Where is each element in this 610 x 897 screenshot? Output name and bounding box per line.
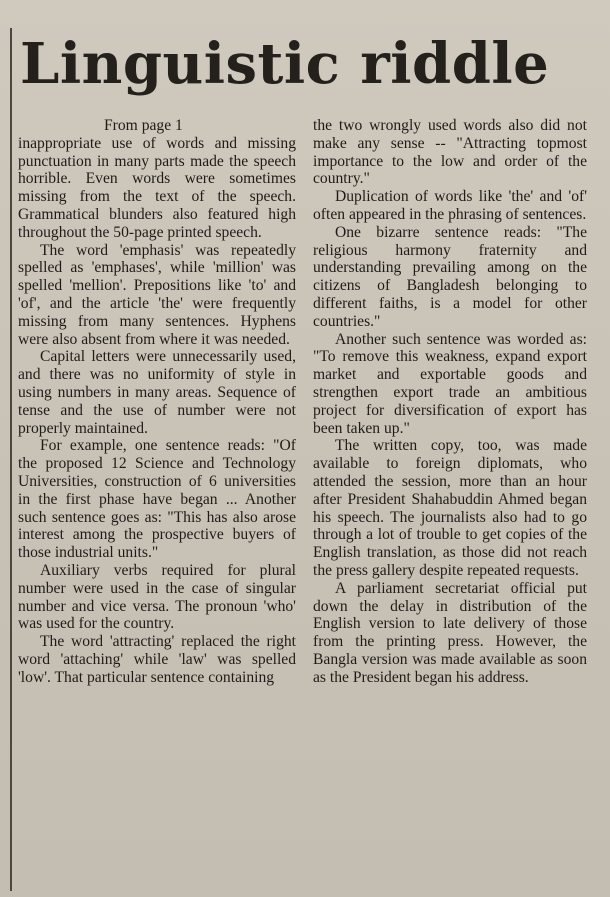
column-rule — [10, 28, 12, 891]
paragraph: The written copy, too, was made available to foreign diplomats, who attended the session, more than an hour after President Shahabuddin Ahmed began his speech. The journalists also had to go through a lot of trouble to get copies of the English translation, as those did not reach the press gallery despite repeated requests. — [313, 437, 587, 579]
paragraph: One bizarre sentence reads: "The religious harmony fraternity and understanding prevailing among on the citizens of Bangladesh belonging to different faiths, is a model for other countries." — [313, 223, 587, 330]
paragraph: the two wrongly used words also did not make any sense -- "Attracting topmost importance to the low and order of the country." — [313, 117, 587, 188]
paragraph: For example, one sentence reads: "Of the proposed 12 Science and Technology Universities, construction of 6 universities in the first phase have began ... Another such sentence goes as: "This has also arose interest among the prospective buyers of those industrial units." — [18, 437, 296, 562]
paragraph: Another such sentence was worded as: "To remove this weakness, expand export market and exportable goods and strengthen export trade an ambitious project for diversification of export has been taken up." — [313, 330, 587, 437]
paragraph: inappropriate use of words and missing punctuation in many parts made the speech horrible. Even words were sometimes missing from the text of the speech. Grammatical blunders also featured high throughout the 50-page printed speech. — [18, 134, 296, 241]
left-column — [18, 117, 296, 687]
right-column — [313, 117, 587, 687]
paragraph: Capital letters were unnecessarily used, and there was no uniformity of style in using numbers in many areas. Sequence of tense and the use of number were not properly maintained. — [18, 348, 296, 437]
paragraph: Auxiliary verbs required for plural number were used in the case of singular number and vice versa. The pronoun 'who' was used for the country. — [18, 561, 296, 633]
headline: Linguistic riddle — [20, 31, 550, 97]
jump-line: From page 1 — [104, 117, 183, 134]
paragraph: The word 'emphasis' was repeatedly spelled as 'emphases', while 'million' was spelled 'mellion'. Prepositions like 'to' and 'of', and the article 'the' were frequently missing from many sentences. Hyphens were also absent from where it was needed. — [18, 241, 296, 348]
paragraph: A parliament secretariat official put down the delay in distribution of the English version to late delivery of those from the printing press. However, the Bangla version was made available as soon as the President began his address. — [313, 579, 587, 686]
paragraph: Duplication of words like 'the' and 'of' often appeared in the phrasing of sentences. — [313, 188, 587, 223]
paragraph: The word 'attracting' replaced the right word 'attaching' while 'law' was spelled 'low'. That particular sentence containing — [18, 633, 296, 686]
